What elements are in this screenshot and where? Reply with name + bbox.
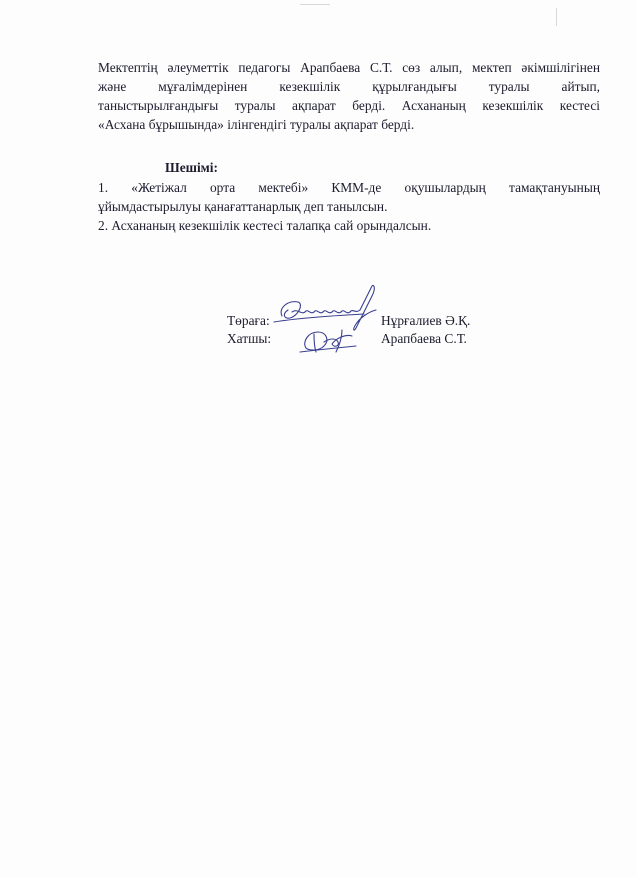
scan-artifact bbox=[556, 8, 557, 26]
chair-label: Төраға: bbox=[227, 313, 270, 328]
secretary-name: Арапбаева С.Т. bbox=[381, 331, 467, 346]
secretary-label: Хатшы: bbox=[227, 331, 272, 346]
decision-item-1-line-2: ұйымдастырылуы қанағаттанарлық деп танылсын. bbox=[98, 199, 388, 214]
intro-line-4: «Асхана бұрышында» ілінгендігі туралы ақпарат берді. bbox=[98, 117, 415, 132]
decision-heading: Шешімі: bbox=[165, 160, 218, 175]
intro-line-2: және мұғалімдерінен кезекшілік құрылғандығы туралы айтып, bbox=[98, 79, 600, 94]
chair-name: Нұрғалиев Ә.Қ. bbox=[381, 313, 471, 328]
decision-item-2: 2. Асхананың кезекшілік кестесі талапқа сай орындалсын. bbox=[98, 218, 432, 233]
decision-item-1-line-1: 1. «Жетіжал орта мектебі» КММ-де оқушылардың тамақтануының bbox=[98, 180, 600, 195]
intro-paragraph bbox=[98, 58, 600, 134]
intro-line-3: таныстырылғандығы туралы ақпарат берді. Асхананың кезекшілік кестесі bbox=[98, 98, 600, 113]
secretary-signature-icon bbox=[296, 326, 360, 356]
decision-list bbox=[98, 178, 600, 235]
intro-line-1: Мектептің әлеуметтік педагогы Арапбаева С.Т. сөз алып, мектеп әкімшілігінен bbox=[98, 60, 600, 75]
scan-artifact bbox=[300, 4, 330, 5]
